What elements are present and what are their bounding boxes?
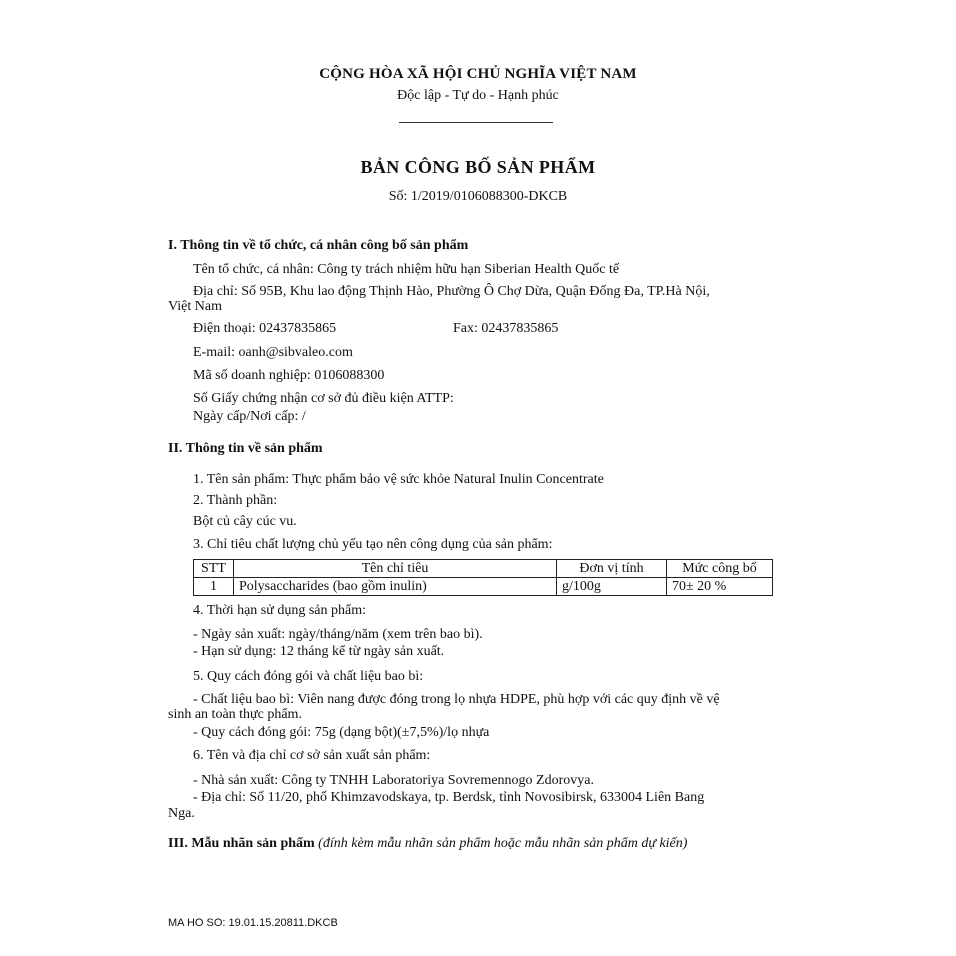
ingredients-value: Bột củ cây cúc vu. <box>193 514 297 529</box>
org-fax: Fax: 02437835865 <box>453 321 559 336</box>
quality-criteria-label: 3. Chỉ tiêu chất lượng chủ yếu tạo nên công dụng của sản phẩm: <box>193 537 553 552</box>
section-3-note: (đính kèm mẫu nhãn sản phẩm hoặc mẫu nhãn sản phẩm dự kiến) <box>318 836 688 851</box>
motto: Độc lập - Tự do - Hạnh phúc <box>397 88 559 103</box>
food-safety-cert: Số Giấy chứng nhận cơ sở đủ điều kiện ATTP: <box>193 391 454 406</box>
org-tax-code: Mã số doanh nghiệp: 0106088300 <box>193 368 385 383</box>
table-cell: 1 <box>194 578 234 596</box>
table-cell: g/100g <box>557 578 667 596</box>
table-header-cell: Tên chỉ tiêu <box>234 560 557 578</box>
org-address-line-2: Việt Nam <box>168 299 222 314</box>
section-1-heading: I. Thông tin về tổ chức, cá nhân công bố sản phẩm <box>168 238 469 253</box>
manufacture-date: - Ngày sản xuất: ngày/tháng/năm (xem trên bao bì). <box>193 627 483 642</box>
table-row <box>194 578 773 596</box>
document-title: BẢN CÔNG BỐ SẢN PHẨM <box>360 157 596 177</box>
document-number: Số: 1/2019/0106088300-DKCB <box>388 189 568 204</box>
quality-criteria-table <box>193 559 773 596</box>
ingredients-label: 2. Thành phần: <box>193 493 278 508</box>
packaging-material-line-1: - Chất liệu bao bì: Viên nang được đóng trong lọ nhựa HDPE, phù hợp với các quy định về vệ <box>193 692 720 707</box>
section-3-heading <box>168 836 687 852</box>
product-name: 1. Tên sản phẩm: Thực phẩm bảo vệ sức khỏe Natural Inulin Concentrate <box>193 472 604 487</box>
org-name: Tên tổ chức, cá nhân: Công ty trách nhiệm hữu hạn Siberian Health Quốc tế <box>193 262 620 277</box>
table-header-cell: STT <box>194 560 234 578</box>
shelf-life-label: 4. Thời hạn sử dụng sản phẩm: <box>193 603 366 618</box>
table-cell: 70± 20 % <box>667 578 773 596</box>
manufacturer-name: - Nhà sản xuất: Công ty TNHH Laboratoriya Sovremennogo Zdorovya. <box>193 773 594 788</box>
table-header-row <box>194 560 773 578</box>
header-divider <box>399 122 553 123</box>
expiry: - Hạn sử dụng: 12 tháng kể từ ngày sản xuất. <box>193 644 445 659</box>
table-header-cell: Mức công bố <box>667 560 773 578</box>
manufacturer-label: 6. Tên và địa chỉ cơ sở sản xuất sản phẩm: <box>193 748 431 763</box>
packaging-material-line-2: sinh an toàn thực phẩm. <box>168 707 302 722</box>
org-phone: Điện thoại: 02437835865 <box>193 321 337 336</box>
table-cell: Polysaccharides (bao gồm inulin) <box>234 578 557 596</box>
packaging-spec: - Quy cách đóng gói: 75g (dạng bột)(±7,5%)/lọ nhựa <box>193 725 490 740</box>
cert-issue-info: Ngày cấp/Nơi cấp: / <box>193 409 306 424</box>
dossier-code: MA HO SO: 19.01.15.20811.DKCB <box>168 917 338 929</box>
org-email: E-mail: oanh@sibvaleo.com <box>193 345 353 360</box>
manufacturer-address-line-1: - Địa chỉ: Số 11/20, phố Khimzavodskaya, tp. Berdsk, tỉnh Novosibirsk, 633004 Liên Bang <box>193 790 705 805</box>
table-header-cell: Đơn vị tính <box>557 560 667 578</box>
packaging-label: 5. Quy cách đóng gói và chất liệu bao bì: <box>193 669 424 684</box>
manufacturer-address-line-2: Nga. <box>168 806 195 821</box>
section-3-title: III. Mẫu nhãn sản phẩm <box>168 836 315 851</box>
org-address-line-1: Địa chỉ: Số 95B, Khu lao động Thịnh Hào, Phường Ô Chợ Dừa, Quận Đống Đa, TP.Hà Nội, <box>193 284 710 299</box>
section-2-heading: II. Thông tin về sản phẩm <box>168 441 323 456</box>
nation-header: CỘNG HÒA XÃ HỘI CHỦ NGHĨA VIỆT NAM <box>319 66 637 82</box>
